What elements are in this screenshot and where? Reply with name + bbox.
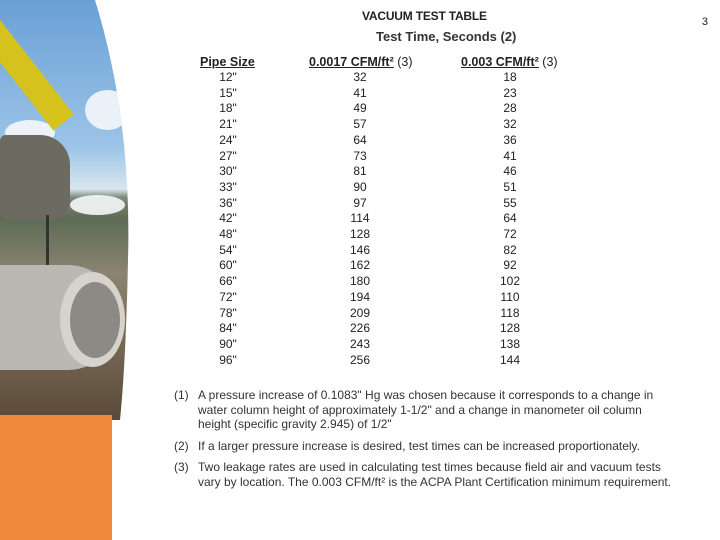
table-cell: 42" (219, 211, 237, 226)
excavator-bucket (0, 135, 70, 220)
table-cell: 15" (219, 85, 237, 100)
table-cell: 33" (219, 179, 237, 194)
table-cell: 72" (219, 289, 237, 304)
table-cell: 36 (503, 132, 517, 147)
table-cell: 243 (349, 336, 371, 351)
excavator-arm (0, 20, 74, 131)
table-cell: 64 (353, 132, 367, 147)
table-cell: 73 (353, 148, 367, 163)
table-title: VACUUM TEST TABLE (362, 9, 487, 23)
table-cell: 23 (503, 85, 517, 100)
footnote (174, 388, 674, 432)
table-cell: 194 (349, 289, 371, 304)
table-cell: 21" (219, 117, 237, 132)
table-cell: 82 (503, 242, 517, 257)
footnote-number: (3) (174, 460, 189, 474)
table-cell: 51 (503, 179, 517, 194)
table-cell: 92 (503, 258, 517, 273)
header-rate-003: 0.003 CFM/ft² (3) (461, 55, 558, 69)
table-cell: 12" (219, 70, 237, 84)
table-subtitle: Test Time, Seconds (2) (376, 29, 517, 44)
footnote (174, 439, 674, 454)
table-cell: 102 (499, 274, 521, 289)
table-cell: 64 (503, 211, 517, 226)
table-cell: 30" (219, 164, 237, 179)
table-cell: 90" (219, 336, 237, 351)
table-cell: 96" (219, 352, 237, 367)
table-cell: 32 (353, 70, 367, 84)
cloud (85, 90, 130, 130)
table-cell: 209 (349, 305, 371, 320)
table-cell: 256 (349, 352, 371, 367)
table-cell: 36" (219, 195, 237, 210)
footnote (174, 460, 674, 489)
table-cell: 48" (219, 227, 237, 242)
table-cell: 41 (353, 85, 367, 100)
table-cell: 78" (219, 305, 237, 320)
page-number: 3 (701, 16, 708, 28)
table-cell: 90 (353, 179, 367, 194)
table-cell: 180 (349, 274, 371, 289)
time-003-column (480, 70, 540, 368)
footnote-number: (1) (174, 388, 189, 402)
footnotes (174, 388, 674, 496)
header-rate-0017: 0.0017 CFM/ft² (3) (309, 55, 413, 69)
pipe-size-column (198, 70, 258, 368)
table-cell: 84" (219, 321, 237, 336)
table-cell: 146 (349, 242, 371, 257)
table-cell: 18" (219, 101, 237, 116)
time-0017-column (330, 70, 390, 368)
footnote-text: If a larger pressure increase is desired, test times can be increased proportionately. (198, 438, 640, 453)
table-cell: 114 (350, 211, 370, 226)
table-cell: 138 (499, 336, 521, 351)
table-cell: 46 (503, 164, 517, 179)
chain (46, 215, 49, 270)
orange-accent-block (0, 415, 112, 540)
table-cell: 97 (353, 195, 367, 210)
footnote-text: A pressure increase of 0.1083" Hg was chosen because it corresponds to a change in water column height of approximately 1-1/2" and a change in manometer oil column height (specific gravity 2.945) of 1/2" (198, 388, 654, 431)
table-cell: 81 (353, 164, 367, 179)
table-cell: 144 (499, 352, 521, 367)
excavator-pipe-photo (0, 0, 135, 420)
table-cell: 49 (353, 101, 367, 116)
cloud (70, 195, 125, 215)
table-cell: 24" (219, 132, 237, 147)
table-cell: 110 (500, 289, 520, 304)
table-cell: 60" (219, 258, 237, 273)
footnote-number: (2) (174, 438, 189, 453)
table-cell: 118 (500, 305, 520, 320)
table-cell: 162 (349, 258, 371, 273)
table-cell: 57 (353, 117, 367, 132)
table-cell: 18 (503, 70, 517, 84)
table-cell: 128 (499, 321, 521, 336)
footnote-text: Two leakage rates are used in calculating test times because field air and vacuum tests vary by location. The 0.003 CFM/ft² is the ACPA Plant Certification minimum requirement. (198, 460, 672, 489)
table-cell: 55 (503, 195, 517, 210)
table-cell: 54" (219, 242, 237, 257)
table-cell: 32 (503, 117, 517, 132)
table-cell: 27" (219, 148, 237, 163)
table-cell: 72 (503, 227, 517, 242)
header-pipe-size: Pipe Size (200, 55, 255, 69)
pipe-opening (70, 282, 120, 358)
table-cell: 41 (503, 148, 517, 163)
table-cell: 28 (503, 101, 517, 116)
table-cell: 66" (219, 274, 237, 289)
table-cell: 128 (349, 227, 371, 242)
table-cell: 226 (349, 321, 371, 336)
